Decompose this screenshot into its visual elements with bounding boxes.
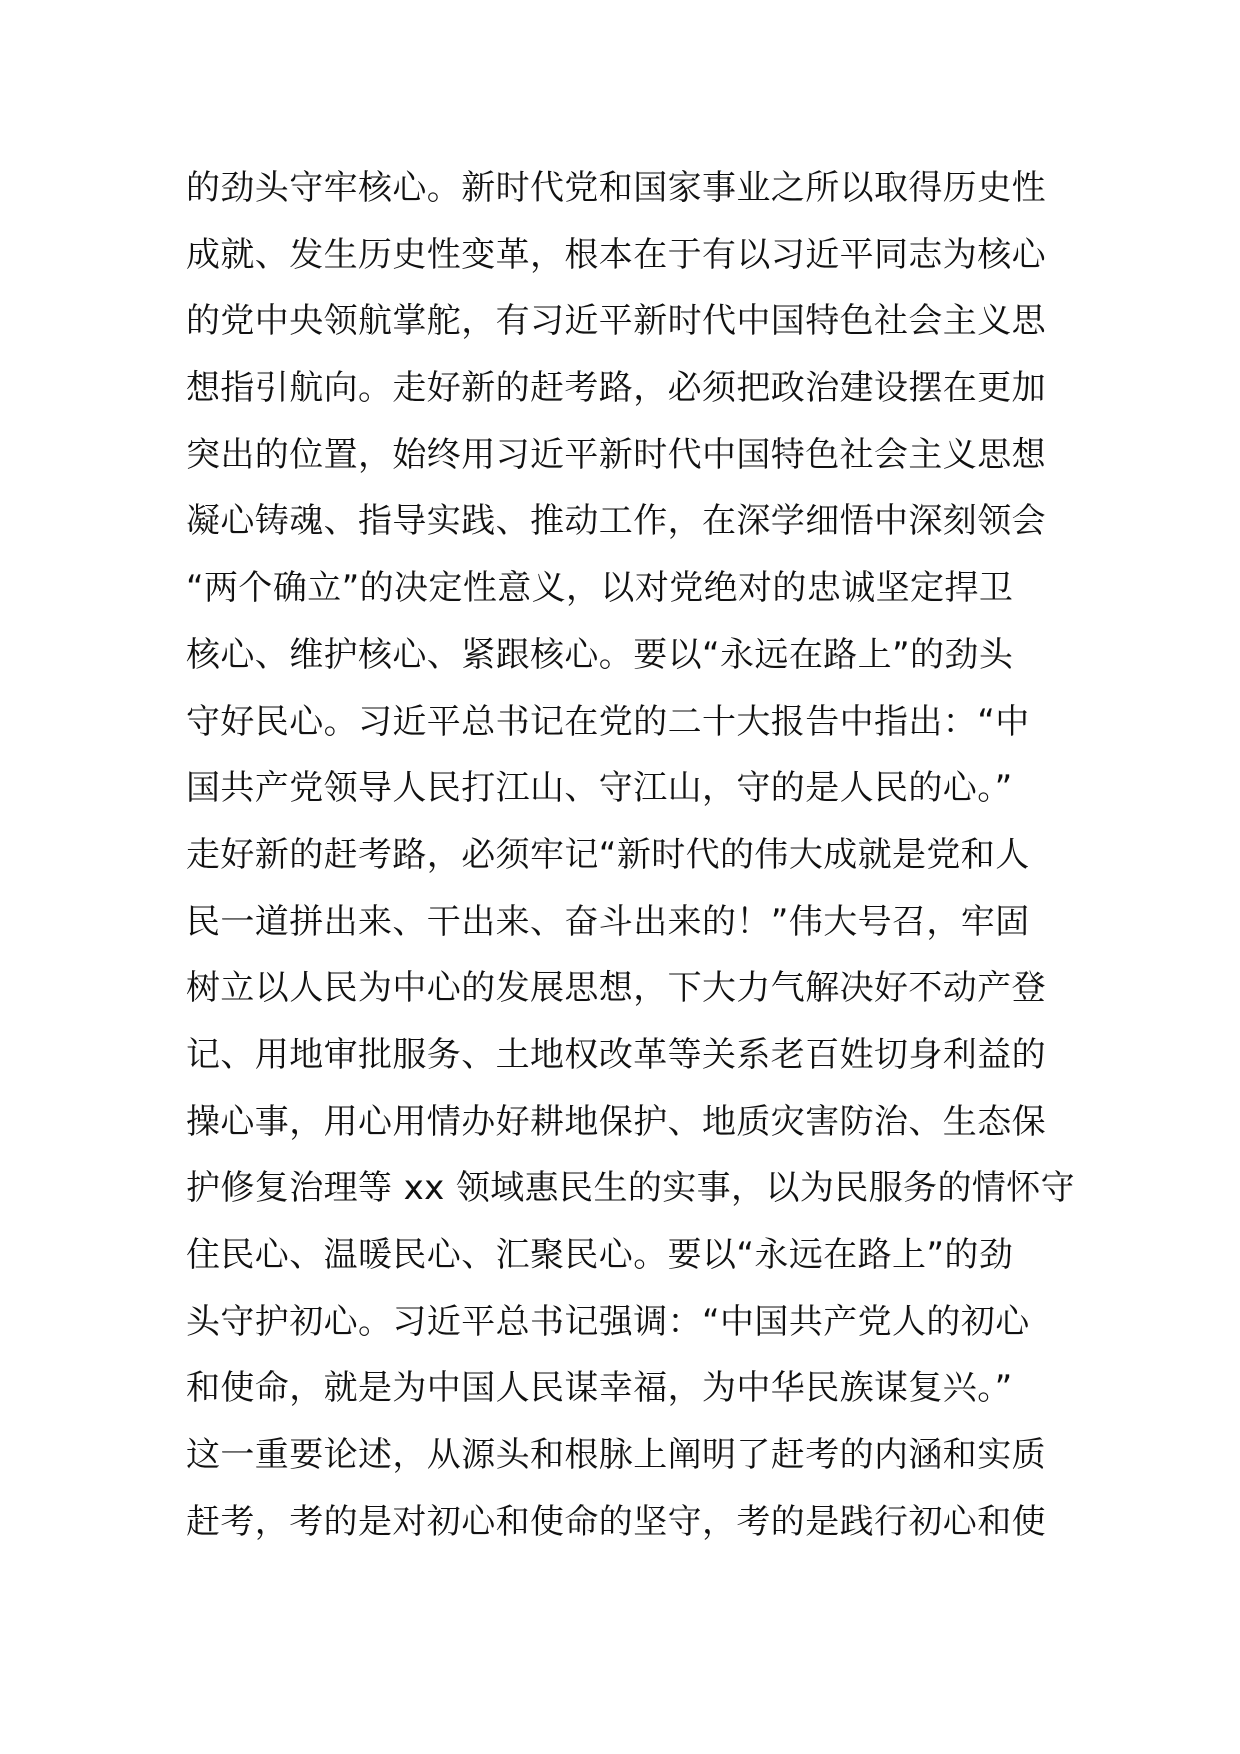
- text-line: 记、用地审批服务、土地权改革等关系老百姓切身利益的: [186, 1034, 1046, 1075]
- text-line: 核心、维护核心、紧跟核心。要以“永远在路上”的劲头: [186, 634, 1014, 675]
- text-line: 守好民心。习近平总书记在党的二十大报告中指出：“中: [186, 701, 1030, 742]
- text-line: 操心事，用心用情办好耕地保护、地质灾害防治、生态保: [186, 1101, 1046, 1142]
- text-line: 赶考，考的是对初心和使命的坚守，考的是践行初心和使: [186, 1501, 1046, 1542]
- text-line: 突出的位置，始终用习近平新时代中国特色社会主义思想: [186, 434, 1046, 475]
- text-line: 的党中央领航掌舵，有习近平新时代中国特色社会主义思: [186, 301, 1046, 342]
- text-line: 头守护初心。习近平总书记强调：“中国共产党人的初心: [186, 1301, 1030, 1342]
- text-line: 凝心铸魂、指导实践、推动工作，在深学细悟中深刻领会: [186, 501, 1046, 542]
- text-line: “两个确立”的决定性意义，以对党绝对的忠诚坚定捍卫: [186, 568, 1014, 609]
- text-line: 住民心、温暖民心、汇聚民心。要以“永远在路上”的劲: [186, 1235, 1014, 1275]
- body-text: [186, 155, 1076, 1555]
- text-line: 国共产党领导人民打江山、守江山，守的是人民的心。”: [186, 768, 1013, 809]
- text-line: 想指引航向。走好新的赶考路，必须把政治建设摆在更加: [186, 368, 1046, 409]
- text-line: 这一重要论述，从源头和根脉上阐明了赶考的内涵和实质: [186, 1435, 1046, 1476]
- text-line: 走好新的赶考路，必须牢记“新时代的伟大成就是党和人: [186, 834, 1030, 875]
- text-line: 的劲头守牢核心。新时代党和国家事业之所以取得历史性: [186, 168, 1046, 208]
- text-line: 民一道拼出来、干出来、奋斗出来的！”伟大号召，牢固: [186, 901, 1030, 942]
- text-line: 护修复治理等 xx 领域惠民生的实事，以为民服务的情怀守: [186, 1168, 1076, 1209]
- text-line: 成就、发生历史性变革，根本在于有以习近平同志为核心: [186, 234, 1046, 275]
- text-line: 和使命，就是为中国人民谋幸福，为中华民族谋复兴。”: [186, 1368, 1013, 1409]
- text-line: 树立以人民为中心的发展思想，下大力气解决好不动产登: [186, 968, 1046, 1009]
